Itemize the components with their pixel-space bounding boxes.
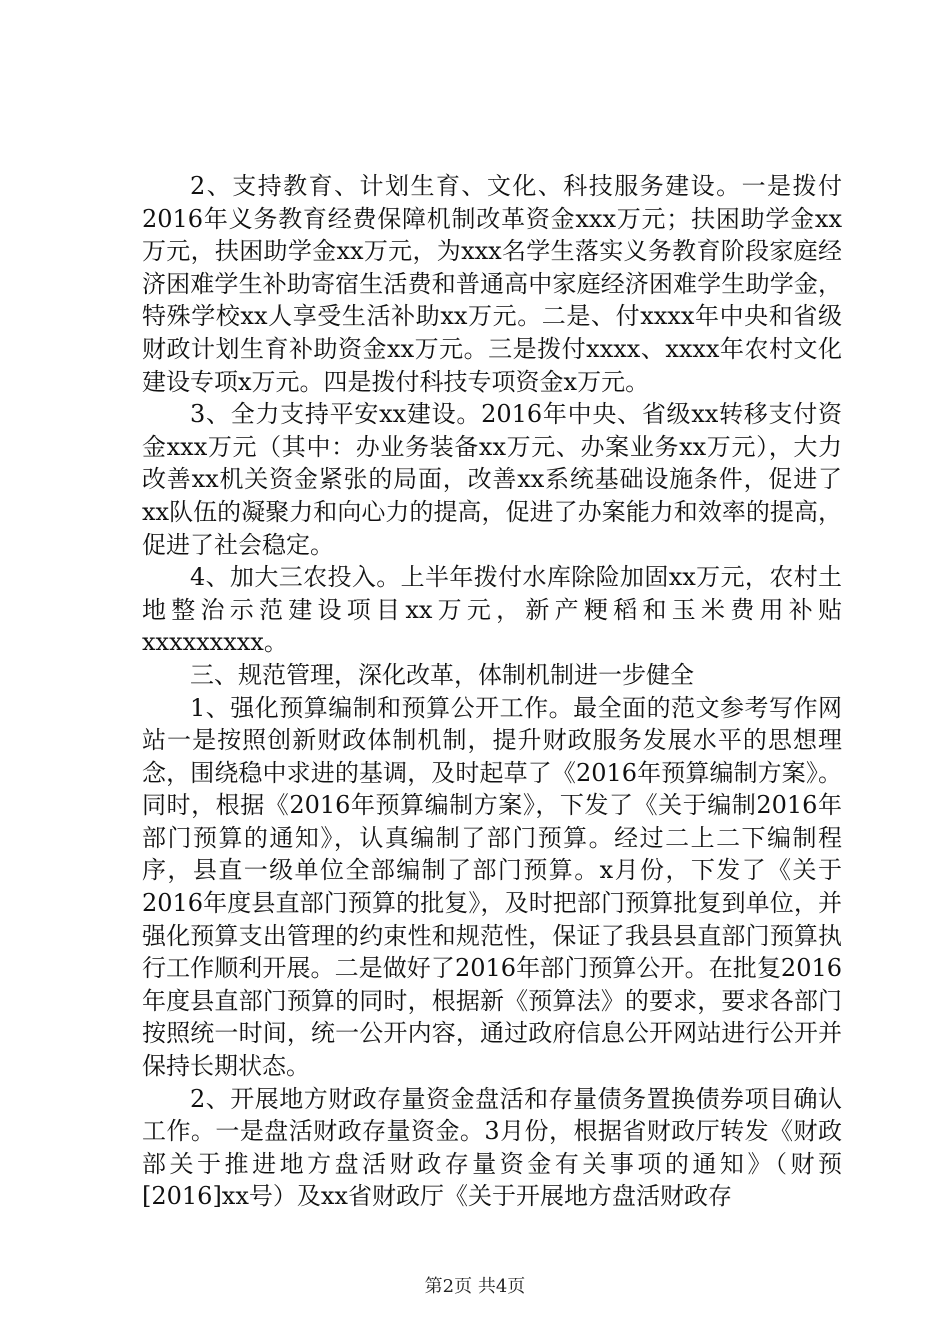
section-heading: 三、规范管理，深化改革，体制机制进一步健全 <box>190 660 694 689</box>
document-body <box>142 170 842 1213</box>
page-number-footer: 第2页 共4页 <box>424 1276 526 1297</box>
paragraph-education-support: 2、支持教育、计划生育、文化、科技服务建设。一是拨付2016年义务教育经费保障机制改革资金xxx万元；扶困助学金xx万元，扶困助学金xx万元，为xxx名学生落实义务教育阶段家庭经济困难学生补助寄宿生活费和普通高中家庭经济困难学生助学金，特殊学校xx人享受生活补助xx万元。二是、付xxxx年中央和省级财政计划生育补助资金xx万元。三是拨付xxxx、xxxx年农村文化建设专项x万元。四是拨付科技专项资金x万元。 <box>142 172 842 396</box>
paragraph-agriculture: 4、加大三农投入。上半年拨付水库除险加固xx万元，农村土地整治示范建设项目xx万元，新产粳稻和玉米费用补贴xxxxxxxxx。 <box>142 563 842 657</box>
paragraph-public-safety: 3、全力支持平安xx建设。2016年中央、省级xx转移支付资金xxx万元（其中：办业务装备xx万元、办案业务xx万元），大力改善xx机关资金紧张的局面，改善xx系统基础设施条件，促进了xx队伍的凝聚力和向心力的提高，促进了办案能力和效率的提高，促进了社会稳定。 <box>142 400 842 559</box>
paragraph-funds-revitalization: 2、开展地方财政存量资金盘活和存量债务置换债券项目确认工作。一是盘活财政存量资金。3月份，根据省财政厅转发《财政部关于推进地方盘活财政存量资金有关事项的通知》（财预[2016]xx号）及xx省财政厅《关于开展地方盘活财政存 <box>142 1084 842 1211</box>
paragraph-budget-compilation: 1、强化预算编制和预算公开工作。最全面的范文参考写作网站一是按照创新财政体制机制，提升财政服务发展水平的思想理念，围绕稳中求进的基调，及时起草了《2016年预算编制方案》。同时，根据《2016年预算编制方案》，下发了《关于编制2016年部门预算的通知》，认真编制了部门预算。经过二上二下编制程序，县直一级单位全部编制了部门预算。x月份，下发了《关于2016年度县直部门预算的批复》，及时把部门预算批复到单位，并强化预算支出管理的约束性和规范性，保证了我县县直部门预算执行工作顺利开展。二是做好了2016年部门预算公开。在批复2016年度县直部门预算的同时，根据新《预算法》的要求，要求各部门按照统一时间，统一公开内容，通过政府信息公开网站进行公开并保持长期状态。 <box>142 693 842 1081</box>
